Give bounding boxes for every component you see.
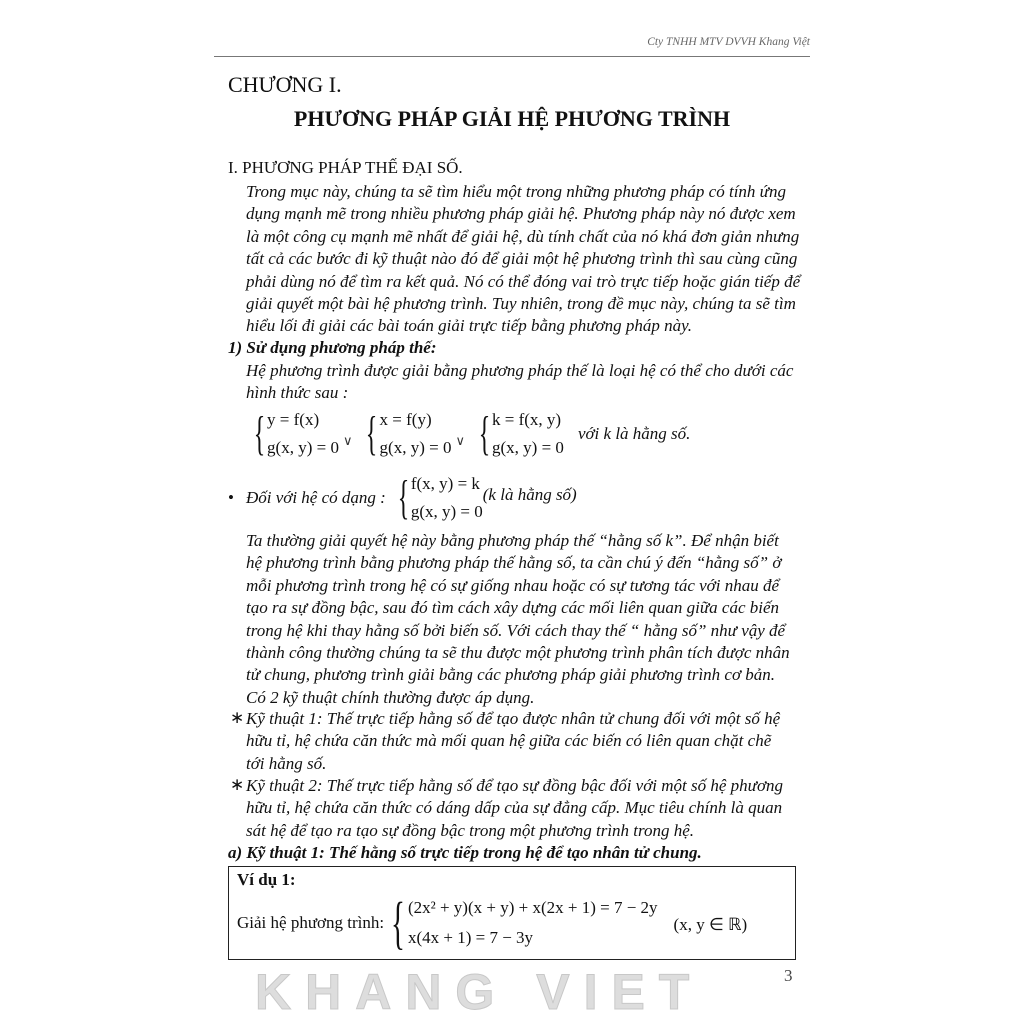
bullet-label: Đối với hệ có dạng : xyxy=(245,488,386,507)
section-heading: I. PHƯƠNG PHÁP THẾ ĐẠI SỐ. xyxy=(228,158,463,177)
text-line: Kỹ thuật 2: Thế trực tiếp hằng số để tạo sự đồng bậc đối với một số hệ phương xyxy=(246,776,784,795)
chapter-label: CHƯƠNG I. xyxy=(228,72,342,97)
text-line: tạo ra sự đồng bậc, sau đó tìm cách xây dựng các mối liên quan giữa các biến xyxy=(246,598,780,618)
technique-1-text xyxy=(246,708,780,775)
equation: y = f(x) xyxy=(267,410,320,429)
or-symbol: ∨ xyxy=(342,433,353,448)
paragraph-2 xyxy=(246,530,790,709)
technique-2-text xyxy=(246,775,783,842)
text-line: hình thức sau : xyxy=(246,383,349,403)
text-line: sát hệ để tạo ra tạo sự đồng bậc trong một phương trình trong hệ. xyxy=(246,820,695,840)
star-bullet-icon: ∗ xyxy=(230,775,245,794)
equation: f(x, y) = k xyxy=(410,474,480,493)
star-bullet-icon: ∗ xyxy=(230,708,245,727)
text-line: thành công thường chúng ta sẽ thu được một phương trình phân tích được nhân xyxy=(246,643,790,663)
text-line: giải quyết một bài hệ phương trình. Tuy nhiên, trong đề mục này, chúng ta sẽ tìm xyxy=(246,294,796,314)
example-problem xyxy=(237,890,748,955)
text-line: dụng mạnh mẽ trong nhiều phương pháp giải hệ. Phương pháp này nó được xem xyxy=(246,204,796,224)
text-line: hữu tỉ, hệ chứa căn thức có dáng dấp của sự đẳng cấp. Mục tiêu chính là quan xyxy=(246,798,783,818)
system-1: { y = f(x) g(x, y) = 0 xyxy=(253,407,339,460)
text-line: Hệ phương trình được giải bằng phương pháp thế là loại hệ có thể cho dưới các xyxy=(246,361,794,380)
text-line: trong hệ khi thay hằng số bởi biến số. Với cách thay thế “ hằng số” như vậy để xyxy=(246,620,786,640)
text-line: tất cả các bước đi kỹ thuật nào đó để giải một hệ phương trình thì sau cùng cũng xyxy=(246,249,798,269)
bullet-icon: • xyxy=(228,488,234,507)
subsection-1-heading: 1) Sử dụng phương pháp thế: xyxy=(228,338,437,357)
text-line: hữu tỉ, hệ chứa căn thức mà mối quan hệ giữa các biến có liên quan chặt chẽ xyxy=(246,731,772,751)
equation: k = f(x, y) xyxy=(492,410,562,429)
equation-1: (2x² + y)(x + y) + x(2x + 1) = 7 − 2y xyxy=(407,898,658,917)
subsection-1-paragraph xyxy=(246,360,793,405)
systems-row xyxy=(248,406,690,462)
equation: g(x, y) = 0 xyxy=(492,438,564,457)
bullet-note: (k là hằng số) xyxy=(482,485,577,504)
intro-paragraph xyxy=(246,181,800,338)
text-line: mỗi phương trình trong hệ có sự giống nhau hoặc có sự tương tác với nhau để xyxy=(246,575,780,595)
text-line: Kỹ thuật 1: Thế trực tiếp hằng số để tạo được nhân tử chung đối với một số hệ xyxy=(246,709,781,728)
text-line: Có 2 kỹ thuật chính thường được áp dụng. xyxy=(246,687,535,707)
or-symbol: ∨ xyxy=(455,433,465,448)
equation: g(x, y) = 0 xyxy=(379,438,452,457)
subsection-a-heading: a) Kỹ thuật 1: Thế hằng số trực tiếp trong hệ để tạo nhân tử chung. xyxy=(228,843,702,862)
equation: g(x, y) = 0 xyxy=(410,502,483,521)
system-2: { x = f(y) g(x, y) = 0 xyxy=(366,407,452,460)
systems-note: với k là hằng số. xyxy=(577,424,691,443)
text-line: Ta thường giải quyết hệ này bằng phương pháp thế “hằng số k”. Để nhận biết xyxy=(246,531,779,550)
text-line: hiểu lối đi giải các bài toán giải trực tiếp bằng phương pháp này. xyxy=(246,316,692,336)
equation: x = f(y) xyxy=(379,410,432,429)
system-3: { k = f(x, y) g(x, y) = 0 xyxy=(478,407,564,460)
text-line: tử chung, phương trình giải bằng các phương pháp giải phương trình cơ bản. xyxy=(246,665,776,685)
bullet-item xyxy=(228,470,577,526)
example-box xyxy=(228,866,796,960)
watermark: KHANG VIET xyxy=(255,964,704,1020)
chapter-title: PHƯƠNG PHÁP GIẢI HỆ PHƯƠNG TRÌNH xyxy=(293,106,731,131)
example-domain: (x, y ∈ ℝ) xyxy=(673,915,748,934)
running-header: Cty TNHH MTV DVVH Khang Việt xyxy=(647,36,810,48)
header-rule xyxy=(214,56,810,57)
page-number: 3 xyxy=(784,966,793,985)
text-line: là một công cụ mạnh mẽ nhất để giải hệ, dù tính chất của nó khá đơn giản nhưng xyxy=(246,226,800,246)
bullet-system: { f(x, y) = k g(x, y) = 0 xyxy=(397,471,483,524)
equation-2: x(4x + 1) = 7 − 3y xyxy=(407,928,534,947)
text-line: phải dùng nó để tìm ra kết quả. Nó có thể đóng vai trò trực tiếp hoặc gián tiếp để xyxy=(246,271,801,291)
text-line: hệ phương trình bằng phương pháp thế hằng số, ta cần chú ý đến “hằng số” ở xyxy=(246,553,782,573)
example-label: Ví dụ 1: xyxy=(237,870,296,889)
text-line: tới hằng số. xyxy=(246,753,327,773)
example-prompt: Giải hệ phương trình: xyxy=(237,913,385,932)
equation: g(x, y) = 0 xyxy=(267,438,339,457)
example-system: { (2x² + y)(x + y) + x(2x + 1) = 7 − 2y x(4x + 1) = 7 − 3y xyxy=(391,890,658,955)
text-line: Trong mục này, chúng ta sẽ tìm hiểu một trong những phương pháp có tính ứng xyxy=(246,182,786,201)
